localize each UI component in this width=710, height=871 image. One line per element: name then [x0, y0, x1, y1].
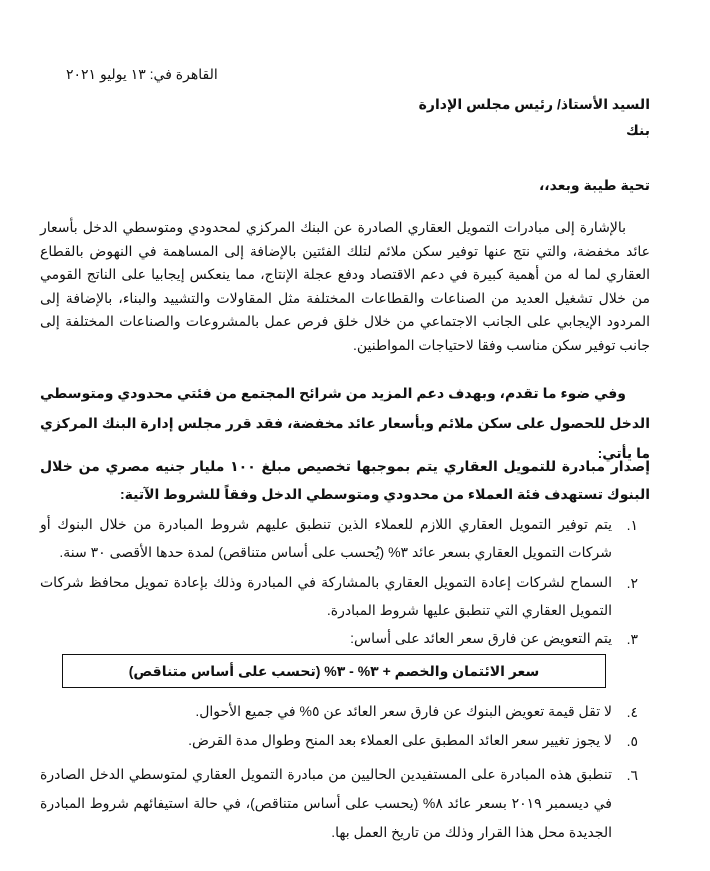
condition-item: يتم التعويض عن فارق سعر العائد على أساس:	[350, 630, 612, 646]
letter-date: القاهرة في: ١٣ يوليو ٢٠٢١	[66, 66, 218, 82]
recipient-title: السيد الأستاذ/ رئيس مجلس الإدارة	[418, 96, 650, 112]
condition-item: لا يجوز تغيير سعر العائد المطبق على العملاء بعد المنح وطوال مدة القرض.	[188, 732, 612, 748]
formula-box: سعر الائتمان والخصم + ٣% - ٣% (تحسب على أساس متناقص)	[62, 654, 606, 688]
intro-paragraph: بالإشارة إلى مبادرات التمويل العقاري الصادرة عن البنك المركزي لمحدودي ومتوسطي الدخل بأسعار عائد مخفضة، والتي نتج عنها توفير سكن ملائم لتلك الفئتين بالإضافة إلى المساهمة في النهوض بالقطاع العقاري لما له من أهمية كبيرة في دعم الاقتصاد ودفع عجلة الإنتاج، مما ينعكس إيجابيا على الناتج القومي من خلال تشغيل العديد من الصناعات والقطاعات المختلفة مثل المقاولات والتشييد والبناء، بالإضافة إلى المردود الإيجابي على الجانب الاجتماعي من خلال خلق فرص عمل بالمشروعات والصناعات المختلفة إلى جانب توفير سكن مناسب وفقا لاحتياجات المواطنين.	[40, 219, 650, 353]
condition-number: ٢.	[626, 575, 638, 591]
condition-item: تنطبق هذه المبادرة على المستفيدين الحاليين من مبادرة التمويل العقاري لمتوسطي الدخل الصادرة في ديسمبر ٢٠١٩ بسعر عائد ٨% (يحسب على أساس متناقص)، في حالة استيفائهم شروط المبادرة الجديدة محل هذا القرار وذلك من تاريخ العمل بها.	[40, 766, 612, 840]
condition-number: ١.	[626, 517, 638, 533]
condition-number: ٣.	[626, 631, 638, 647]
condition-number: ٥.	[626, 733, 638, 749]
initiative-paragraph: إصدار مبادرة للتمويل العقاري يتم بموجبها تخصيص مبلغ ١٠٠ مليار جنيه مصري من خلال البنوك تستهدف فئة العملاء من محدودي ومتوسطي الدخل وفقاً للشروط الآتية:	[40, 458, 650, 502]
bank-name: بنك	[625, 122, 650, 138]
decision-paragraph: وفي ضوء ما تقدم، وبهدف دعم المزيد من شرائح المجتمع من فئتي محدودي ومتوسطي الدخل للحصول على سكن ملائم وبأسعار عائد مخفضة، فقد قرر مجلس إدارة البنك المركزي ما يأتي:	[40, 385, 650, 461]
condition-item: السماح لشركات إعادة التمويل العقاري بالمشاركة في المبادرة وذلك بإعادة تمويل محافظ شركات التمويل العقاري التي تنطبق عليها شروط المبادرة.	[40, 574, 612, 618]
condition-number: ٦.	[626, 767, 638, 783]
greeting: تحية طيبة وبعد،،	[538, 177, 650, 193]
condition-item: لا تقل قيمة تعويض البنوك عن فارق سعر العائد عن ٥% في جميع الأحوال.	[195, 703, 612, 719]
condition-item: يتم توفير التمويل العقاري اللازم للعملاء الذين تنطبق عليهم شروط المبادرة من خلال البنوك أو شركات التمويل العقاري بسعر عائد ٣% (يُحسب على أساس متناقص) لمدة حدها الأقصى ٣٠ سنة.	[40, 516, 612, 560]
condition-number: ٤.	[626, 704, 638, 720]
